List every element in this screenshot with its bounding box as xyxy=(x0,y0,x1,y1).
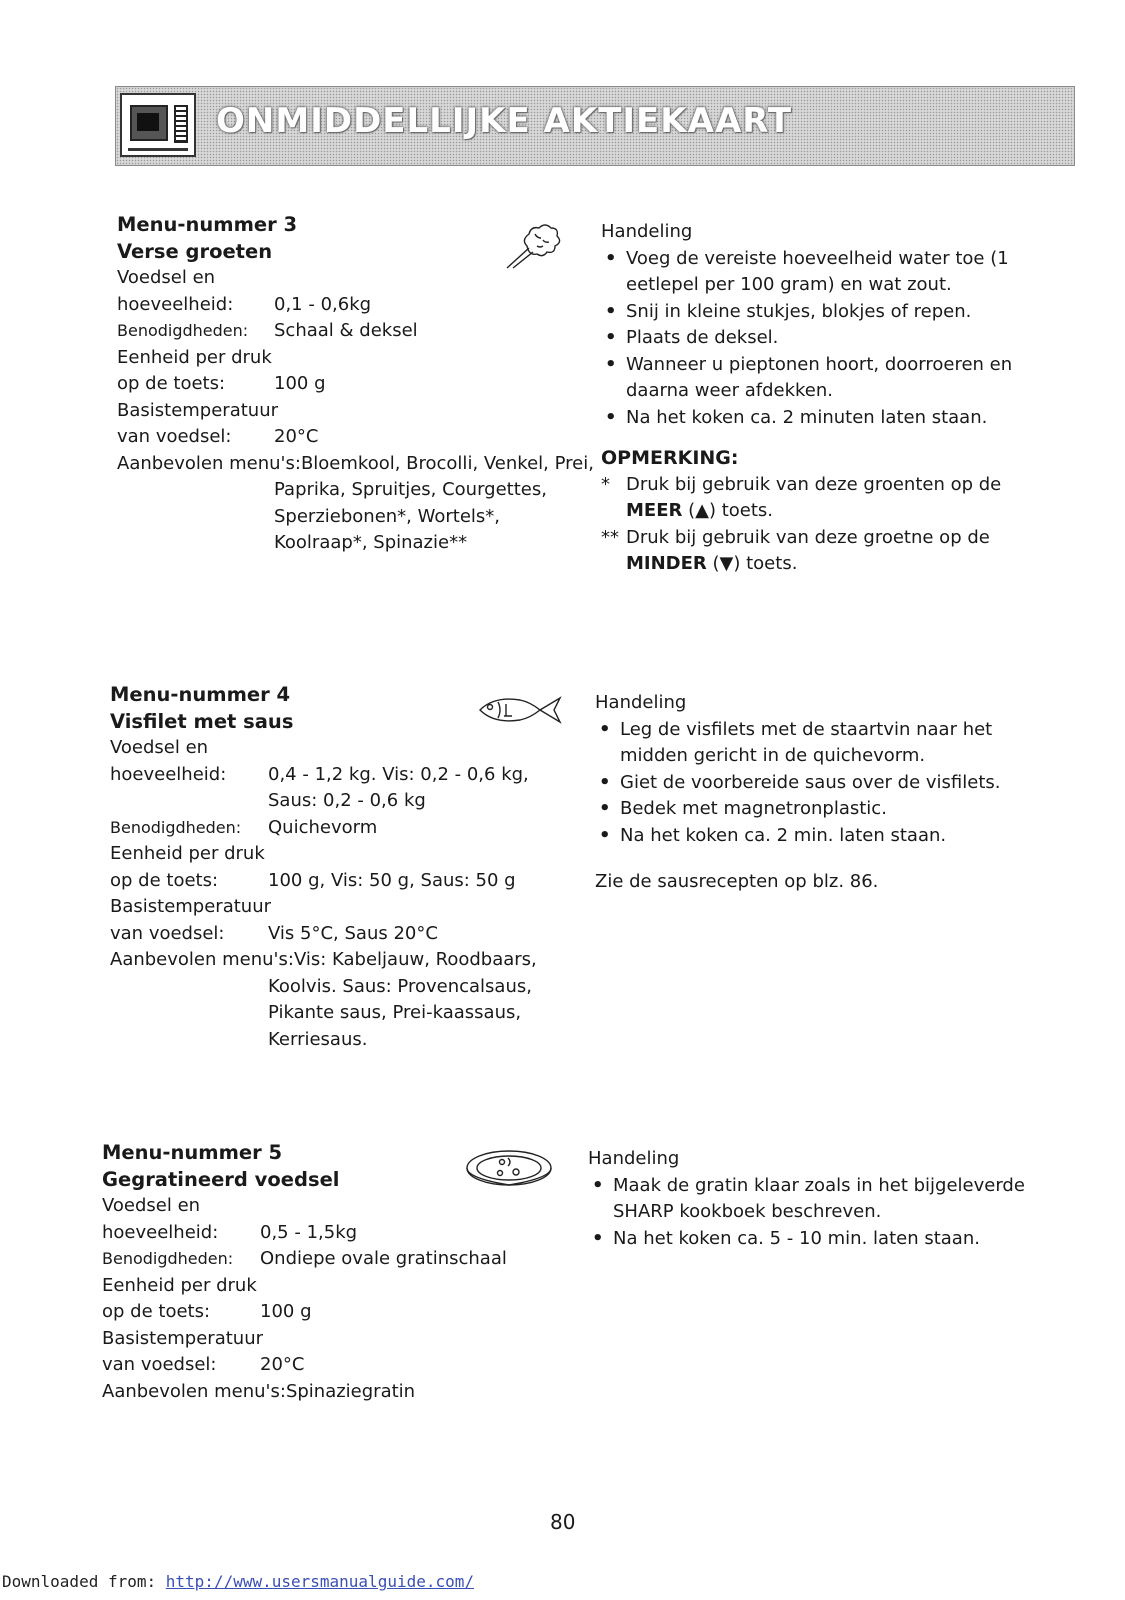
menu-3-instructions xyxy=(601,219,1061,578)
footer-link[interactable]: http://www.usersmanualguide.com/ xyxy=(165,1572,475,1591)
spec-row: van voedsel: Vis 5°C, Saus 20°C xyxy=(110,922,438,944)
spec-row: Basistemperatuur xyxy=(110,896,272,917)
spec-row: Basistemperatuur xyxy=(102,1327,264,1349)
microwave-icon xyxy=(120,93,196,157)
menu-name: Verse groeten xyxy=(117,239,273,263)
broccoli-icon xyxy=(503,218,563,273)
spec-row: Eenheid per druk xyxy=(117,346,272,368)
spec-row: Basistemperatuur xyxy=(117,399,279,421)
step-item: • Plaats de deksel. xyxy=(601,325,1061,352)
menu-4-instructions xyxy=(595,690,1065,896)
step-item: • Leg de visfilets met de staartvin naar het midden gericht in de quichevorm. xyxy=(595,717,1065,770)
note-item: ** Druk bij gebruik van deze groetne op de MINDER (▼) toets. xyxy=(601,526,990,574)
spec-row: Voedsel en xyxy=(117,267,216,288)
gratin-dish-icon xyxy=(464,1148,554,1188)
recommended-row: Aanbevolen menu's:Spinaziegratin xyxy=(102,1380,416,1402)
step-item: • Na het koken ca. 5 - 10 min. laten staan. xyxy=(588,1226,1058,1253)
spec-row: op de toets: 100 g xyxy=(102,1301,312,1322)
spec-row: van voedsel: 20°C xyxy=(102,1354,305,1375)
spec-row: hoeveelheid: 0,1 - 0,6kg xyxy=(117,293,372,315)
step-item: • Giet de voorbereide saus over de visfilets. xyxy=(595,770,1065,797)
step-item: • Bedek met magnetronplastic. xyxy=(595,796,1065,823)
header-banner xyxy=(115,86,1075,166)
spec-row: Benodigdheden: Quichevorm xyxy=(110,816,378,838)
menu-5-instructions xyxy=(588,1146,1058,1252)
spec-row: Benodigdheden: Schaal & deksel xyxy=(117,320,418,341)
footer-prefix: Downloaded from: xyxy=(2,1572,166,1591)
recommended-line: Sperziebonen*, Wortels*, xyxy=(274,505,501,527)
spec-row: Eenheid per druk xyxy=(102,1274,257,1296)
step-item: • Snij in kleine stukjes, blokjes of repen. xyxy=(601,299,1061,326)
step-item: • Na het koken ca. 2 min. laten staan. xyxy=(595,823,1065,850)
handeling-label: Handeling xyxy=(601,221,693,242)
spec-row: Eenheid per druk xyxy=(110,843,265,864)
step-item: • Voeg de vereiste hoeveelheid water toe (1 eetlepel per 100 gram) en wat zout. xyxy=(601,246,1061,299)
reference-text: Zie de sausrecepten op blz. 86. xyxy=(595,871,879,892)
recommended-line: Koolvis. Saus: Provencalsaus, xyxy=(268,975,532,997)
fish-icon xyxy=(476,692,564,728)
spec-row: Saus: 0,2 - 0,6 kg xyxy=(268,790,426,811)
recommended-line: Pikante saus, Prei-kaassaus, xyxy=(268,1002,522,1023)
spec-row: Benodigdheden: Ondiepe ovale gratinschaal xyxy=(102,1248,507,1269)
note-item: * Druk bij gebruik van deze groenten op de MEER (▲) toets. xyxy=(601,473,1002,521)
step-item: • Na het koken ca. 2 minuten laten staan. xyxy=(601,405,1061,432)
download-footer xyxy=(2,1572,474,1591)
handeling-label: Handeling xyxy=(595,692,687,713)
spec-row: Voedsel en xyxy=(110,737,209,758)
recommended-line: Paprika, Spruitjes, Courgettes, xyxy=(274,479,547,500)
menu-4-details xyxy=(110,682,580,1053)
recommended-row: Aanbevolen menu's:Bloemkool, Brocolli, Venkel, Prei, xyxy=(117,452,594,474)
menu-number: Menu-nummer 4 xyxy=(110,683,291,706)
note-title: OPMERKING: xyxy=(601,447,739,469)
menu-number: Menu-nummer 5 xyxy=(102,1141,283,1164)
recommended-line: Kerriesaus. xyxy=(268,1028,368,1050)
step-item: • Maak de gratin klaar zoals in het bijgeleverde SHARP kookboek beschreven. xyxy=(588,1173,1058,1226)
recommended-line: Koolraap*, Spinazie** xyxy=(274,532,468,553)
menu-name: Gegratineerd voedsel xyxy=(102,1167,340,1191)
spec-row: op de toets: 100 g, Vis: 50 g, Saus: 50 g xyxy=(110,869,516,891)
page-title: ONMIDDELLIJKE AKTIEKAART xyxy=(216,101,793,141)
spec-row: op de toets: 100 g xyxy=(117,373,326,394)
spec-row: van voedsel: 20°C xyxy=(117,426,319,447)
page-number: 80 xyxy=(550,1510,576,1534)
spec-row: hoeveelheid: 0,5 - 1,5kg xyxy=(102,1221,358,1243)
spec-row: Voedsel en xyxy=(102,1195,201,1216)
step-item: • Wanneer u pieptonen hoort, doorroeren en daarna weer afdekken. xyxy=(601,352,1061,405)
spec-row: hoeveelheid: 0,4 - 1,2 kg. Vis: 0,2 - 0,6 kg, xyxy=(110,763,529,785)
menu-number: Menu-nummer 3 xyxy=(117,213,298,236)
recommended-row: Aanbevolen menu's:Vis: Kabeljauw, Roodbaars, xyxy=(110,949,537,970)
menu-name: Visfilet met saus xyxy=(110,709,294,733)
handeling-label: Handeling xyxy=(588,1148,680,1169)
